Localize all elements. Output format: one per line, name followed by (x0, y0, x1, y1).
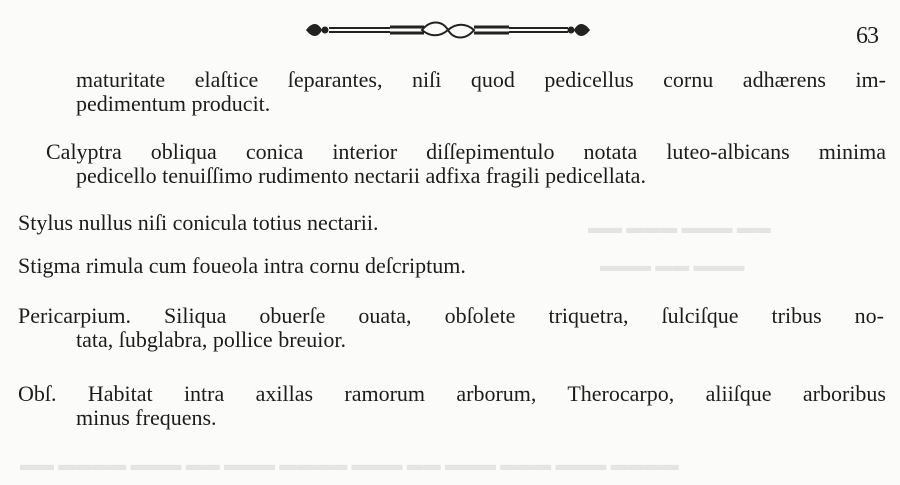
show-through-text: ▬▬ ▬▬▬ ▬▬▬ ▬▬ (588, 218, 771, 237)
text-line-calyptra: Calyptra obliqua conica interior diſſepimentulo notata luteo-albicans minima (46, 139, 886, 164)
text-line-pericarpium: Pericarpium. Siliqua obuerſe ouata, obſolete triquetra, ſulciſque tribus no- (18, 303, 884, 328)
text-line-stigma: Stigma rimula cum foueola intra cornu deſcriptum. (18, 253, 466, 278)
text-line-impedimentum: pedimentum producit. (76, 91, 271, 116)
text-line-pedicello: pedicello tenuiſſimo rudimento nectarii adfixa fragili pedicellata. (76, 163, 646, 188)
show-through-text: ▬▬ ▬▬▬▬ ▬▬▬ ▬▬ ▬▬▬ ▬▬▬▬ ▬▬▬ ▬▬ ▬▬▬ ▬▬▬ ▬▬▬ ▬▬▬▬ (20, 455, 679, 474)
show-through-text: ▬▬▬ ▬▬ ▬▬▬ (600, 256, 745, 275)
text-line-stylus: Stylus nullus niſi conicula totius nectarii. (18, 210, 379, 235)
text-line-maturitate: maturitate elaſtice ſeparantes, niſi quod pedicellus cornu adhærens im- (76, 67, 886, 92)
text-line-tata: tata, ſubglabra, pollice breuior. (76, 327, 347, 352)
text-line-observation: Obſ. Habitat intra axillas ramorum arborum, Therocarpo, aliiſque arboribus (18, 381, 886, 406)
page-number: 63 (856, 23, 878, 49)
text-line-minus-frequens: minus frequens. (76, 405, 217, 430)
ornamental-headpiece (302, 18, 592, 42)
